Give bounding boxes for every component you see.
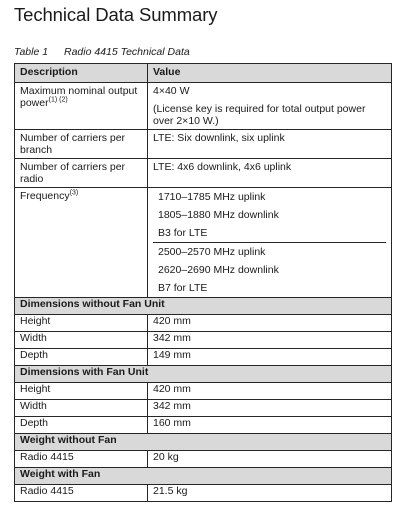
page-title: Technical Data Summary [14,4,218,25]
frequency-band-line: 1805–1880 MHz downlink [158,209,279,221]
dimension-value: 420 mm [148,383,392,400]
dimension-label: Width [15,332,148,349]
header-description: Description [15,64,148,83]
carriers-branch-value: LTE: Six downlink, six uplink [148,130,392,159]
frequency-label-text: Frequency [20,190,70,202]
section-title: Dimensions without Fan Unit [15,298,392,315]
dimension-label: Width [15,400,148,417]
output-power-value-cell [148,83,392,130]
weight-label: Radio 4415 [15,485,148,502]
frequency-label [15,188,148,298]
table-caption [14,46,190,58]
frequency-band-line: 2500–2570 MHz uplink [153,242,386,261]
table-row [15,383,392,400]
output-power-value: 4×40 W [153,85,190,97]
header-value: Value [148,64,392,83]
frequency-band-line: B7 for LTE [158,282,208,294]
output-power-label-text: Maximum nominal output power [20,85,138,109]
table-row [15,451,392,468]
table-number: Table 1 [14,46,49,58]
frequency-band-line: 1710–1785 MHz uplink [158,191,266,203]
table-row [15,332,392,349]
frequency-footnote: (3) [69,189,79,197]
table-row-carriers-branch [15,130,392,159]
dimension-label: Height [15,383,148,400]
section-title: Dimensions with Fan Unit [15,366,392,383]
table-row [15,400,392,417]
table-row-frequency [15,188,392,298]
table-row [15,349,392,366]
frequency-value-cell [148,188,392,298]
table-row [15,485,392,502]
table-row-output-power [15,83,392,130]
dimension-value: 149 mm [148,349,392,366]
table-row [15,417,392,434]
frequency-band-line: B3 for LTE [158,227,208,239]
dimension-value: 342 mm [148,400,392,417]
dimension-value: 420 mm [148,315,392,332]
carriers-radio-value: LTE: 4x6 downlink, 4x6 uplink [148,159,392,188]
section-weight-without-fan [15,434,392,451]
carriers-branch-label: Number of carriers per branch [15,130,148,159]
table-row-carriers-radio [15,159,392,188]
section-dimensions-with-fan [15,366,392,383]
frequency-band-line: 2620–2690 MHz downlink [158,264,279,276]
weight-value: 20 kg [148,451,392,468]
dimension-label: Height [15,315,148,332]
technical-data-table [14,63,392,502]
output-power-note: (License key is required for total output power over 2×10 W.) [153,103,366,127]
dimension-label: Depth [15,417,148,434]
weight-value: 21.5 kg [148,485,392,502]
section-dimensions-without-fan [15,298,392,315]
table-caption-text: Radio 4415 Technical Data [64,46,190,58]
section-weight-with-fan [15,468,392,485]
weight-label: Radio 4415 [15,451,148,468]
dimension-value: 160 mm [148,417,392,434]
output-power-footnote: (1) (2) [48,96,68,104]
dimension-value: 342 mm [148,332,392,349]
section-title: Weight with Fan [15,468,392,485]
carriers-radio-label: Number of carriers per radio [15,159,148,188]
section-title: Weight without Fan [15,434,392,451]
table-header-row [15,64,392,83]
table-row [15,315,392,332]
output-power-label [15,83,148,130]
dimension-label: Depth [15,349,148,366]
